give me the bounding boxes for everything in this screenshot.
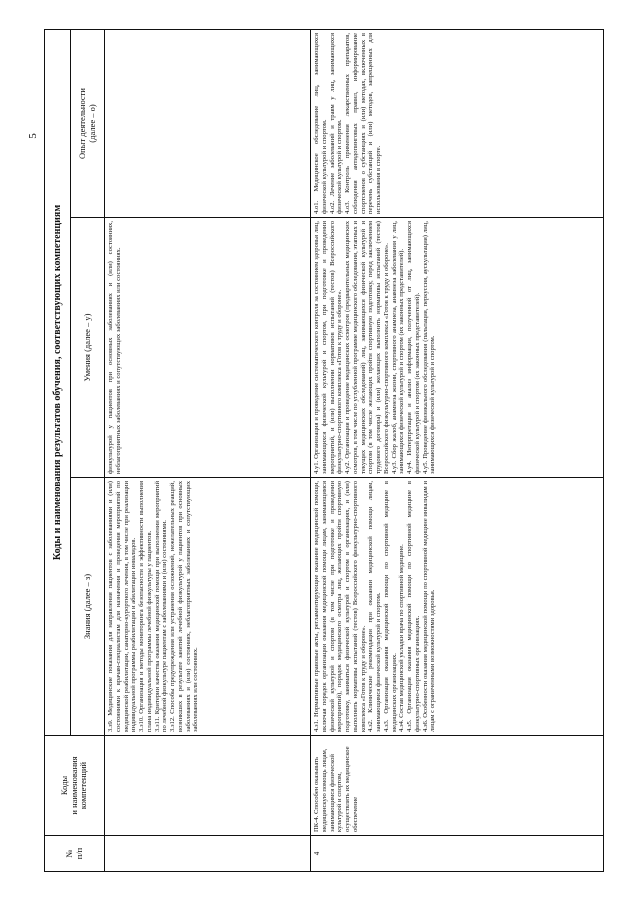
header-group: Коды и наименования результатов обучения, соответствующих компетенциям — [45, 30, 71, 736]
header-skills: Умения (далее – у) — [71, 218, 105, 478]
row-num — [105, 836, 311, 872]
row-knowledge: 3.з9. Медицинские показания для направления пациентов с заболеваниями и (или) состояниями к врачам-специалистам для назначения и проведения мероприятий по медицинской реабилитации, санаторно-курортного лечения, в том числе при реализации индивидуальной программы реабилитации и абилитации инвалидов. 3.з10. Организация и методы мониторинга безопасности и эффективности выполнения плана индивидуальной программы лечебной физкультуры у пациентов. 3.з11. Критерии качества оказания медицинской помощи при выполнении мероприятий по лечебной физкультуре пациентам с заболеваниями и (или) состояниями. 3.з12. Способы предупреждения или устранения осложнений, нежелательных реакций, возникших в результате занятий лечебной физкультурой у пациентов при основных заболеваниях и (или) состояниях, неблагоприятных заболеваниях и сопутствующих заболеваниях или состояниях. — [105, 478, 311, 736]
competency-table-page — [44, 30, 604, 872]
page-number: 5 — [26, 133, 39, 139]
header-knowledge: Знания (далее – з) — [71, 478, 105, 736]
row-skills: физкультурой у пациентов при основных заболеваниях и (или) состояниях, неблагоприятных заболеваниях и сопутствующих заболеваниях или состояниях. — [105, 218, 311, 478]
row-code: ПК-4. Способен оказывать медицинскую помощь лицам, занимающимся физической культурой и спортом, осуществлять их медицинское обеспечение — [311, 736, 604, 836]
table-row — [105, 30, 311, 872]
competency-table — [44, 29, 604, 872]
row-code — [105, 736, 311, 836]
header-experience: Опыт деятельности (далее – о) — [71, 30, 105, 218]
table-header-row-1 — [45, 30, 71, 872]
row-experience — [105, 30, 311, 218]
header-code: Коды и наименования компетенций — [45, 736, 105, 836]
row-experience: 4.о1. Медицинское обследование лиц, занимающихся физической культурой и спортом. 4.о2. Лечение заболеваний и травм у лиц, занимающихся физической культурой и спортом. 4.о3. Контроль применения лекарственных препаратов, соблюдения антидопинговых правил, информирование спортсменов о субстанциях и (или) методах, включенных в перечень субстанций и (или) методов, запрещенных для использования в спорте. — [311, 30, 604, 218]
row-num: 4 — [311, 836, 604, 872]
table-row — [311, 30, 604, 872]
row-skills: 4.у1. Организация и проведение систематического контроля за состоянием здоровья лиц, занимающихся физической культурой и спортом, при подготовке и проведении мероприятий, и (или) выполнении нормативов испытаний (тестов) Всероссийского физкультурно-спортивного комплекса «Готов к труду и обороне». 4.у2. Организация и проведение медицинских осмотров (предварительных медицинских осмотров, в том числе по углубленной программе медицинского обследования, этапных и текущих медицинских обследований) лиц, занимающихся физической культурой и спортом (в том числе желающих пройти спортивную подготовку, перед заключением трудового договора) и (или) желающих выполнить нормативы испытаний (тестов) Всероссийского физкультурно-спортивного комплекса «Готов к труду и обороне». 4.у3. Сбор жалоб, анамнеза жизни, спортивного анамнеза, анамнеза заболевания у лиц, занимающихся физической культурой и спортом (их законных представителей). 4.у4. Интерпретация и анализ информации, полученной от лиц, занимающихся физической культурой и спортом (их законных представителей). 4.у5. Проведение физикального обследования (пальпация, перкуссия, аускультация) лиц, занимающихся физической культурой и спортом. — [311, 218, 604, 478]
row-knowledge: 4.з1. Нормативные правовые акты, регламентирующие оказание медицинской помощи, включая порядок организации оказания медицинской помощи лицам, занимающимся физической культурой и спортом (в том числе при подготовке и проведении мероприятий), порядок медицинского осмотра лиц, желающих пройти спортивную подготовку, заниматься физической культурой и спортом в организациях, и (или) выполнить нормативы испытаний (тестов) Всероссийского физкультурно-спортивного комплекса «Готов к труду и обороне». 4.з2. Клинические рекомендации при оказании медицинской помощи лицам, занимающимся физической культурой и спортом. 4.з3. Организация оказания медицинской помощи по спортивной медицине в медицинских организациях. 4.з4. Состав медицинской укладки врача по спортивной медицине. 4.з5. Организация оказания медицинской помощи по спортивной медицине в физкультурно-спортивных организациях. 4.з6. Особенности оказания медицинской помощи по спортивной медицине инвалидам и лицам с ограниченными возможностями здоровья. — [311, 478, 604, 736]
header-num: № п/п — [45, 836, 105, 872]
